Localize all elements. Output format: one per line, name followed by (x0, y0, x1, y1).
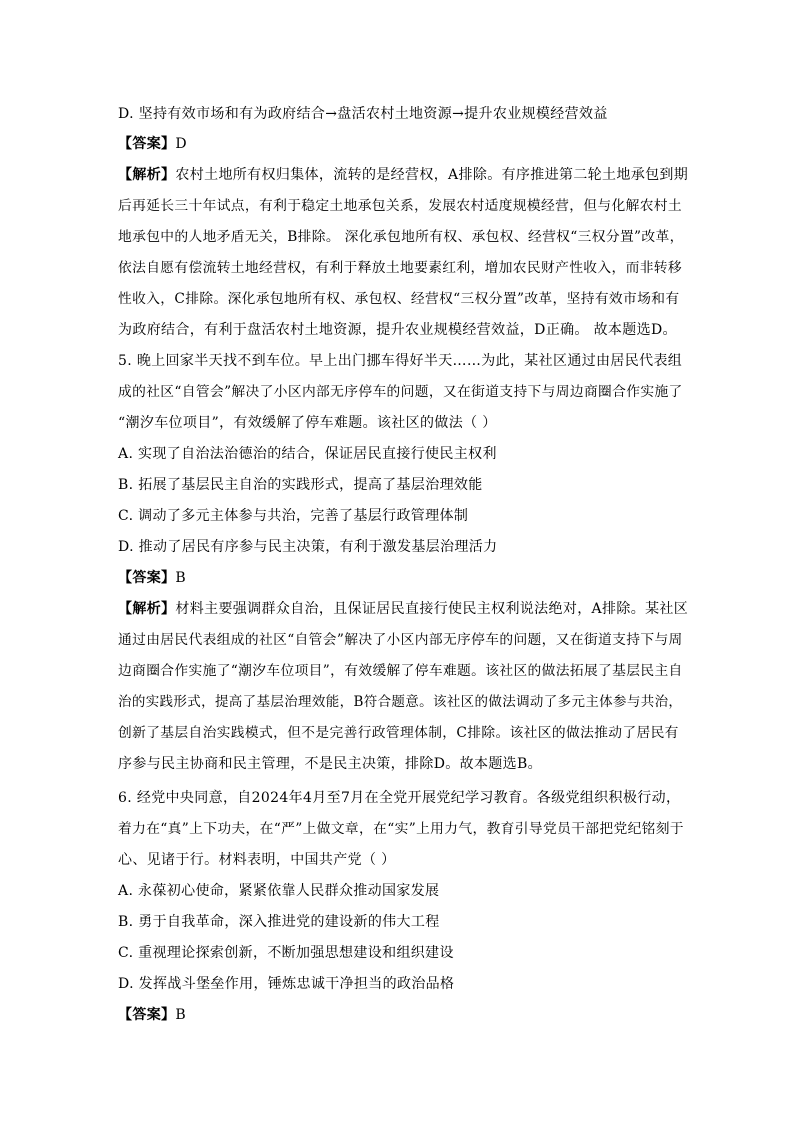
q4-analysis-line-6: 为政府结合，有利于盘活农村土地资源，提升农业规模经营效益，D正确。 故本题选D。 (118, 322, 677, 338)
q4-analysis-label: 【解析】 (118, 167, 176, 183)
q6-stem-line-1: 6. 经党中央同意，自2024年4月至7月在全党开展党纪学习教育。各级党组织积极行动， (118, 790, 681, 806)
q6-option-d: D. 发挥战斗堡垒作用，锤炼忠诚干净担当的政治品格 (118, 976, 455, 992)
q6-option-c: C. 重视理论探索创新，不断加强思想建设和组织建设 (118, 945, 454, 961)
q5-answer (118, 568, 688, 588)
q4-answer-label: 【答案】 (118, 136, 176, 152)
q5-analysis-line-3: 边商圈合作实施了“潮汐车位项目”，有效缓解了停车难题。该社区的做法拓展了基层民主自 (118, 663, 683, 679)
q5-stem-line-2: 成的社区“自管会”解决了小区内部无序停车的问题，又在街道支持下与周边商圈合作实施了 (118, 384, 683, 400)
q4-analysis-line-2: 后再延长三十年试点，有利于稳定土地承包关系，发展农村适度规模经营，但与化解农村土 (118, 198, 683, 214)
q6-answer (118, 1005, 688, 1025)
q5-option-c: C. 调动了多元主体参与共治，完善了基层行政管理体制 (118, 508, 469, 524)
q5-option-a: A. 实现了自治法治德治的结合，保证居民直接行使民主权利 (118, 446, 497, 462)
q5-analysis-line-6: 序参与民主协商和民主管理，不是民主决策，排除D。故本题选B。 (118, 756, 543, 772)
q4-analysis-line-5: 性收入，C排除。深化承包地所有权、承包权、经营权“三权分置”改革，坚持有效市场和有 (118, 291, 680, 307)
q5-stem-line-1: 5. 晚上回家半天找不到车位。早上出门挪车得好半天……为此，某社区通过由居民代表组 (118, 353, 683, 369)
q6-answer-label: 【答案】 (118, 1007, 176, 1023)
q6-option-b: B. 勇于自我革命，深入推进党的建设新的伟大工程 (118, 914, 440, 930)
q5-option-d: D. 推动了居民有序参与民主决策，有利于激发基层治理活力 (118, 539, 498, 555)
q5-analysis-line-2: 通过由居民代表组成的社区“自管会”解决了小区内部无序停车的问题，又在街道支持下与周 (118, 632, 683, 648)
q4-analysis-line-1: 【解析】农村土地所有权归集体，流转的是经营权，A排除。有序推进第二轮土地承包到期 (118, 167, 689, 183)
q6-stem-line-3: 心、见诸于行。材料表明，中国共产党（ ） (118, 852, 396, 868)
q6-option-a: A. 永葆初心使命，紧紧依靠人民群众推动国家发展 (118, 883, 440, 899)
q5-analysis-line-1: 【解析】材料主要强调群众自治，且保证居民直接行使民主权利说法绝对，A排除。某社区 (118, 601, 689, 617)
q6-stem-line-2: 着力在“真”上下功夫，在“严”上做文章，在“实”上用力气，教育引导党员干部把党纪铭刻于 (118, 821, 684, 837)
q5-analysis-line-5: 创新了基层自治实践模式，但不是完善行政管理体制，C排除。该社区的做法推动了居民有 (118, 725, 679, 741)
q5-analysis-label: 【解析】 (118, 601, 176, 617)
q5-stem-line-3: “潮汐车位项目”，有效缓解了停车难题。该社区的做法（ ） (118, 415, 497, 431)
q5-answer-label: 【答案】 (118, 570, 176, 586)
q4-analysis-line-4: 依法自愿有偿流转土地经营权，有利于释放土地要素红利，增加农民财产性收入，而非转移 (118, 260, 683, 276)
q5-analysis-line-4: 治的实践形式，提高了基层治理效能，B符合题意。该社区的做法调动了多元主体参与共治， (118, 694, 683, 710)
q6-answer-value: B (175, 1007, 187, 1023)
q5-answer-value: B (175, 570, 187, 586)
q4-analysis-line-3: 地承包中的人地矛盾无关，B排除。 深化承包地所有权、承包权、经营权“三权分置”改革， (118, 229, 684, 245)
q4-answer-value: D (175, 136, 187, 152)
q5-option-b: B. 拓展了基层民主自治的实践形式，提高了基层治理效能 (118, 477, 483, 493)
q4-answer (118, 134, 688, 154)
q4-option-d: D. 坚持有效市场和有为政府结合→盘活农村土地资源→提升农业规模经营效益 (118, 106, 608, 122)
